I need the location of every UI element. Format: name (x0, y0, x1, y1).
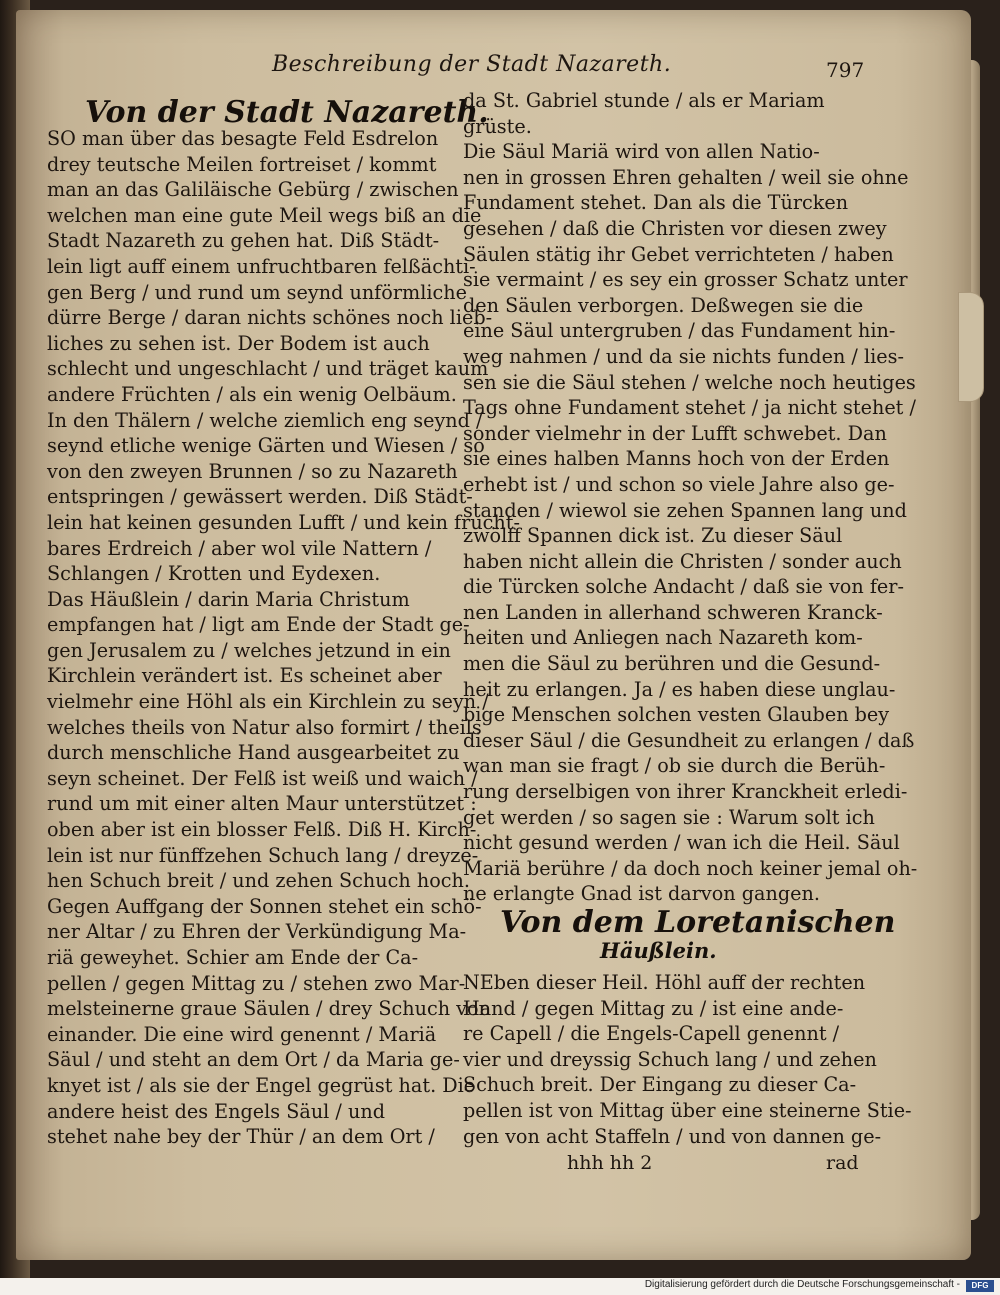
text-line: heit zu erlangen. Ja / es haben diese unglau- (463, 677, 896, 701)
text-line: Kirchlein verändert ist. Es scheinet aber (47, 664, 442, 688)
text-line: riä geweyhet. Schier am Ende der Ca- (47, 946, 419, 969)
text-line: Fundament stehet. Dan als die Türcken (463, 191, 849, 215)
text-line: Gegen Auffgang der Sonnen stehet ein schö- (47, 894, 482, 918)
text-line: welchen man eine gute Meil wegs biß an die (47, 203, 482, 227)
footer-bar (0, 1278, 1000, 1295)
text-line: bige Menschen solchen vesten Glauben bey (463, 703, 890, 727)
text-line: weg nahmen / und da sie nichts funden / lies- (463, 344, 904, 368)
text-line: dieser Säul / die Gesundheit zu erlangen / daß (463, 728, 915, 752)
text-line: gen von acht Staffeln / und von dannen ge- (463, 1124, 882, 1148)
text-line: Das Häußlein / darin Maria Christum (47, 587, 410, 611)
text-line: sie eines halben Manns hoch von der Erden (463, 447, 890, 471)
text-line: welches theils von Natur also formirt / theils (47, 715, 482, 739)
text-line: einander. Die eine wird genennt / Mariä (47, 1022, 437, 1046)
text-line: andere Früchten / als ein wenig Oelbäum. (47, 382, 457, 406)
text-line: zwölff Spannen dick ist. Zu dieser Säul (463, 524, 843, 548)
signature-mark: hhh hh 2 (567, 1152, 653, 1174)
dfg-logo-icon: DFG (966, 1280, 994, 1292)
text-line: von den zweyen Brunnen / so zu Nazareth (47, 459, 458, 483)
text-line: grüste. (463, 114, 532, 138)
text-line: NEben dieser Heil. Höhl auff der rechten (463, 971, 866, 994)
text-line: Stadt Nazareth zu gehen hat. Diß Städt- (47, 229, 440, 253)
text-line: vier und dreyssig Schuch lang / und zehen (463, 1047, 877, 1071)
text-line: Schuch breit. Der Eingang zu dieser Ca- (463, 1073, 857, 1097)
text-line: lein hat keinen gesunden Lufft / und kein frucht- (47, 510, 520, 534)
text-line: Säul / und steht an dem Ort / da Maria ge- (47, 1048, 460, 1072)
text-line: man an das Galiläische Gebürg / zwischen (47, 178, 459, 202)
catchword: rad (826, 1152, 859, 1174)
text-line: standen / wiewol sie zehen Spannen lang und (463, 498, 907, 522)
text-line: da St. Gabriel stunde / als er Mariam (463, 89, 825, 112)
text-line: gen Jerusalem zu / welches jetzund in ein (47, 638, 451, 662)
text-line: ner Altar / zu Ehren der Verkündigung Ma- (47, 920, 467, 944)
text-line: melsteinerne graue Säulen / drey Schuch von (47, 997, 491, 1021)
page-tab (958, 292, 984, 402)
text-line: Mariä berühre / da doch noch keiner jemal oh- (463, 856, 918, 880)
text-line: Säulen stätig ihr Gebet verrichteten / haben (463, 242, 894, 266)
text-line: men die Säul zu berühren und die Gesund- (463, 652, 881, 676)
text-line: den Säulen verborgen. Deßwegen sie die (463, 293, 864, 317)
text-line: seyn scheinet. Der Felß ist weiß und waich / (47, 766, 478, 790)
right-column-bottom (463, 970, 912, 1149)
text-line: re Capell / die Engels-Capell genennt / (463, 1022, 840, 1046)
section-heading-loreto: Von dem Loretanischen (500, 905, 896, 940)
running-title: Beschreibung der Stadt Nazareth. (272, 52, 672, 77)
right-column-top (463, 88, 918, 907)
text-line: oben aber ist ein blosser Felß. Diß H. Kirch- (47, 818, 477, 842)
text-line: schlecht und ungeschlacht / und träget kaum (47, 357, 489, 381)
text-line: durch menschliche Hand ausgearbeitet zu (47, 741, 460, 765)
text-line: hen Schuch breit / und zehen Schuch hoch. (47, 869, 470, 893)
funding-credit: Digitalisierung gefördert durch die Deutsche Forschungsgemeinschaft - (644, 1279, 960, 1290)
text-line: sonder vielmehr in der Lufft schwebet. Dan (463, 421, 887, 445)
text-line: nen in grossen Ehren gehalten / weil sie ohne (463, 165, 909, 189)
text-line: pellen ist von Mittag über eine steinerne Stie- (463, 1098, 912, 1122)
text-line: Die Säul Mariä wird von allen Natio- (463, 140, 820, 164)
text-line: lein ligt auff einem unfruchtbaren felßächti- (47, 254, 476, 278)
text-line: empfangen hat / ligt am Ende der Stadt ge- (47, 613, 470, 637)
text-line: heiten und Anliegen nach Nazareth kom- (463, 626, 863, 650)
text-line: In den Thälern / welche ziemlich eng seynd / (47, 408, 483, 432)
text-line: wan man sie fragt / ob sie durch die Berüh- (463, 754, 886, 778)
text-line: knyet ist / als sie der Engel gegrüst hat. Die (47, 1073, 476, 1097)
text-line: nicht gesund werden / wan ich die Heil. Säul (463, 831, 900, 855)
text-line: seynd etliche wenige Gärten und Wiesen / so (47, 434, 485, 458)
text-line: eine Säul untergruben / das Fundament hin- (463, 319, 896, 343)
page-number: 797 (826, 58, 865, 82)
text-line: Hand / gegen Mittag zu / ist eine ande- (463, 996, 844, 1020)
text-line: sen sie die Säul stehen / welche noch heutiges (463, 370, 916, 394)
text-line: dürre Berge / daran nichts schönes noch lieb- (47, 306, 493, 330)
text-line: gesehen / daß die Christen vor diesen zwey (463, 216, 887, 240)
text-line: vielmehr eine Höhl als ein Kirchlein zu seyn / (47, 690, 489, 714)
text-line: pellen / gegen Mittag zu / stehen zwo Mar- (47, 971, 466, 995)
text-line: ne erlangte Gnad ist darvon gangen. (463, 882, 820, 906)
text-line: sie vermaint / es sey ein grosser Schatz unter (463, 268, 908, 292)
text-line: Tags ohne Fundament stehet / ja nicht stehet / (463, 396, 916, 420)
text-line: andere heist des Engels Säul / und (47, 1099, 385, 1123)
section-heading-nazareth: Von der Stadt Nazareth. (85, 95, 489, 130)
text-line: drey teutsche Meilen fortreiset / kommt (47, 152, 437, 176)
text-line: get werden / so sagen sie : Warum solt ich (463, 805, 875, 829)
text-line: SO man über das besagte Feld Esdrelon (47, 127, 439, 150)
text-line: liches zu sehen ist. Der Bodem ist auch (47, 331, 430, 355)
text-line: bares Erdreich / aber wol vile Nattern / (47, 536, 432, 560)
text-line: rung derselbigen von ihrer Kranckheit erledi- (463, 780, 908, 804)
text-line: nen Landen in allerhand schweren Kranck- (463, 600, 883, 624)
text-line: stehet nahe bey der Thür / an dem Ort / (47, 1125, 435, 1149)
text-line: haben nicht allein die Christen / sonder auch (463, 549, 902, 573)
text-line: lein ist nur fünffzehen Schuch lang / dreyze- (47, 843, 479, 867)
text-line: erhebt ist / und schon so viele Jahre also ge- (463, 472, 895, 496)
text-line: entspringen / gewässert werden. Diß Städt- (47, 485, 473, 509)
text-line: die Türcken solche Andacht / daß sie von fer- (463, 575, 904, 599)
text-line: Schlangen / Krotten und Eydexen. (47, 562, 381, 586)
text-line: gen Berg / und rund um seynd unförmliche (47, 280, 467, 304)
section-subheading-loreto: Häußlein. (600, 938, 717, 963)
text-line: rund um mit einer alten Maur unterstützet : (47, 792, 477, 816)
left-column (47, 126, 520, 1150)
